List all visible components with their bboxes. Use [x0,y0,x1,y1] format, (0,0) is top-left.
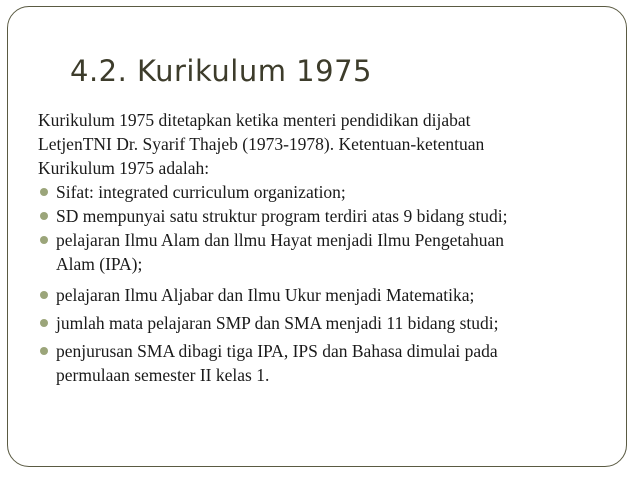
intro-line: LetjenTNI Dr. Syarif Thajeb (1973-1978). Ketentuan-ketentuan [38,134,485,154]
intro-line: Kurikulum 1975 ditetapkan ketika menteri pendidikan dijabat [38,110,471,130]
bullet-item [38,228,613,276]
intro-line: Kurikulum 1975 adalah: [38,158,210,178]
bullet-text: Sifat: integrated curriculum organization; [56,182,346,202]
bullet-text: SD mempunyai satu struktur program terdiri atas 9 bidang studi; [56,206,508,226]
bullet-item [38,339,613,387]
bullet-dot-icon [40,319,48,327]
bullet-dot-icon [40,212,48,220]
bullet-item [38,283,613,307]
bullet-text: jumlah mata pelajaran SMP dan SMA menjadi 11 bidang studi; [56,313,499,333]
bullet-dot-icon [40,291,48,299]
bullet-dot-icon [40,347,48,355]
bullet-text-continued: permulaan semester II kelas 1. [56,365,270,385]
bullet-text: pelajaran Ilmu Aljabar dan Ilmu Ukur menjadi Matematika; [56,285,475,305]
bullet-item [38,180,613,204]
bullet-text-continued: Alam (IPA); [56,254,143,274]
bullet-dot-icon [40,188,48,196]
slide-body [38,108,613,387]
bullet-dot-icon [40,236,48,244]
bullet-item [38,204,613,228]
slide-title: 4.2. Kurikulum 1975 [70,54,372,88]
intro-paragraph [38,108,613,180]
bullet-text: penjurusan SMA dibagi tiga IPA, IPS dan Bahasa dimulai pada [56,341,498,361]
bullet-text: pelajaran Ilmu Alam dan llmu Hayat menjadi Ilmu Pengetahuan [56,230,505,250]
bullet-list [38,180,613,387]
bullet-item [38,311,613,335]
